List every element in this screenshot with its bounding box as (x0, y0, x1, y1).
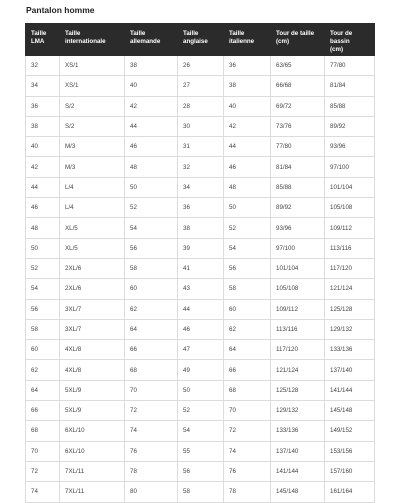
table-cell: 4XL/8 (60, 360, 125, 380)
table-cell: 69/72 (271, 96, 325, 116)
table-cell: XS/1 (60, 76, 125, 96)
table-cell: 38 (178, 218, 224, 238)
table-cell: 40 (26, 137, 60, 157)
table-cell: 46 (224, 157, 271, 177)
column-header-line: Taille (31, 30, 47, 37)
table-cell: 52 (125, 198, 178, 218)
table-cell: 93/96 (271, 218, 325, 238)
table-cell: 64 (26, 380, 60, 400)
table-cell: 72 (224, 421, 271, 441)
table-cell: 40 (224, 96, 271, 116)
table-cell: 74 (26, 482, 60, 502)
table-cell: 48 (26, 218, 60, 238)
table-cell: M/3 (60, 137, 125, 157)
table-cell: 97/100 (325, 157, 375, 177)
table-cell: 50 (26, 238, 60, 258)
table-cell: 40 (125, 76, 178, 96)
table-cell: 36 (224, 56, 271, 76)
table-cell: 153/156 (325, 441, 375, 461)
table-cell: 7XL/11 (60, 482, 125, 502)
table-cell: 117/120 (271, 340, 325, 360)
table-cell: 113/116 (325, 238, 375, 258)
table-row (26, 299, 375, 319)
table-row (26, 401, 375, 421)
table-cell: 28 (178, 96, 224, 116)
table-cell: 44 (125, 116, 178, 136)
table-cell: L/4 (60, 198, 125, 218)
table-cell: XL/5 (60, 238, 125, 258)
table-cell: 109/112 (325, 218, 375, 238)
table-row (26, 258, 375, 278)
table-cell: 52 (26, 258, 60, 278)
table-cell: 6XL/10 (60, 441, 125, 461)
table-cell: 36 (26, 96, 60, 116)
table-cell: 56 (224, 258, 271, 278)
table-cell: 93/96 (325, 137, 375, 157)
table-cell: 141/144 (325, 380, 375, 400)
table-cell: 44 (26, 177, 60, 197)
table-cell: 58 (178, 482, 224, 502)
page-title: Pantalon homme (26, 5, 95, 15)
table-cell: 54 (125, 218, 178, 238)
table-body (26, 56, 375, 503)
table-cell: 49 (178, 360, 224, 380)
table-cell: 133/136 (325, 340, 375, 360)
table-cell: 7XL/11 (60, 461, 125, 481)
table-cell: 78 (125, 461, 178, 481)
table-cell: 54 (26, 279, 60, 299)
table-cell: M/3 (60, 157, 125, 177)
table-cell: 3XL/7 (60, 299, 125, 319)
table-cell: 50 (178, 380, 224, 400)
column-header-line: LMA (31, 38, 45, 45)
table-cell: 27 (178, 76, 224, 96)
table-cell: 47 (178, 340, 224, 360)
table-cell: 101/104 (271, 258, 325, 278)
table-cell: 63/65 (271, 56, 325, 76)
column-header-line: Taille (130, 30, 146, 37)
table-cell: 58 (224, 279, 271, 299)
table-cell: 129/132 (325, 319, 375, 339)
table-cell: 105/108 (325, 198, 375, 218)
table-cell: 46 (178, 319, 224, 339)
table-cell: 62 (26, 360, 60, 380)
table-cell: 44 (224, 137, 271, 157)
table-cell: 64 (125, 319, 178, 339)
table-row (26, 319, 375, 339)
table-cell: 85/88 (325, 96, 375, 116)
table-cell: 117/120 (325, 258, 375, 278)
table-cell: 56 (26, 299, 60, 319)
table-cell: 46 (125, 137, 178, 157)
table-cell: 32 (26, 56, 60, 76)
column-header-line: internationale (65, 38, 106, 45)
table-cell: 38 (224, 76, 271, 96)
table-row (26, 76, 375, 96)
table-cell: XL/5 (60, 218, 125, 238)
table-cell: 129/132 (271, 401, 325, 421)
column-header-line: Taille (183, 30, 199, 37)
table-cell: 58 (26, 319, 60, 339)
table-row (26, 360, 375, 380)
table-cell: 125/128 (325, 299, 375, 319)
column-header-line: allemande (130, 38, 161, 45)
table-cell: 34 (26, 76, 60, 96)
column-header-line: Tour de bassin (330, 30, 353, 45)
table-cell: 89/92 (325, 116, 375, 136)
table-row (26, 441, 375, 461)
column-header (125, 24, 178, 56)
table-row (26, 279, 375, 299)
table-cell: 6XL/10 (60, 421, 125, 441)
table-cell: 3XL/7 (60, 319, 125, 339)
column-header-line: (cm) (330, 46, 344, 53)
table-cell: 66 (125, 340, 178, 360)
column-header-line: italienne (229, 38, 255, 45)
table-cell: 60 (26, 340, 60, 360)
table-row (26, 482, 375, 502)
table-cell: 125/128 (271, 380, 325, 400)
table-cell: 62 (125, 299, 178, 319)
table-cell: 80 (125, 482, 178, 502)
table-cell: S/2 (60, 116, 125, 136)
table-cell: 41 (178, 258, 224, 278)
table-cell: 50 (224, 198, 271, 218)
table-cell: 77/80 (325, 56, 375, 76)
table-cell: 64 (224, 340, 271, 360)
table-row (26, 421, 375, 441)
table-cell: 42 (125, 96, 178, 116)
table-cell: 42 (26, 157, 60, 177)
table-cell: 66 (224, 360, 271, 380)
table-cell: 5XL/9 (60, 380, 125, 400)
column-header-line: (cm) (276, 38, 290, 45)
table-cell: 55 (178, 441, 224, 461)
table-cell: 44 (178, 299, 224, 319)
column-header-line: Tour de taille (276, 30, 315, 37)
table-cell: 157/160 (325, 461, 375, 481)
table-cell: 137/140 (271, 441, 325, 461)
table-row (26, 238, 375, 258)
table-cell: 68 (26, 421, 60, 441)
table-row (26, 340, 375, 360)
table-cell: 81/84 (271, 157, 325, 177)
table-cell: 121/124 (325, 279, 375, 299)
table-cell: 137/140 (325, 360, 375, 380)
table-cell: 81/84 (325, 76, 375, 96)
table-cell: 56 (178, 461, 224, 481)
table-row (26, 380, 375, 400)
table-cell: 149/152 (325, 421, 375, 441)
table-cell: 105/108 (271, 279, 325, 299)
column-header (26, 24, 60, 56)
table-cell: 121/124 (271, 360, 325, 380)
table-cell: 60 (125, 279, 178, 299)
table-cell: 72 (26, 461, 60, 481)
table-cell: 76 (224, 461, 271, 481)
table-cell: 161/164 (325, 482, 375, 502)
table-cell: 73/76 (271, 116, 325, 136)
table-cell: 70 (125, 380, 178, 400)
table-cell: 56 (125, 238, 178, 258)
table-row (26, 96, 375, 116)
table-cell: 31 (178, 137, 224, 157)
table-cell: 38 (125, 56, 178, 76)
table-cell: 34 (178, 177, 224, 197)
table-cell: 145/148 (271, 482, 325, 502)
column-header-line: anglaise (183, 38, 208, 45)
table-row (26, 137, 375, 157)
table-cell: 66/68 (271, 76, 325, 96)
table-cell: 52 (178, 401, 224, 421)
table-cell: 2XL/6 (60, 279, 125, 299)
table-row (26, 157, 375, 177)
table-cell: 50 (125, 177, 178, 197)
table-cell: 2XL/6 (60, 258, 125, 278)
table-cell: 76 (125, 441, 178, 461)
table-cell: 145/148 (325, 401, 375, 421)
table-cell: 36 (178, 198, 224, 218)
table-cell: S/2 (60, 96, 125, 116)
table-cell: 39 (178, 238, 224, 258)
table-cell: 54 (224, 238, 271, 258)
header-row (26, 24, 375, 56)
column-header (178, 24, 224, 56)
table-cell: 66 (26, 401, 60, 421)
table-cell: 77/80 (271, 137, 325, 157)
table-row (26, 116, 375, 136)
table-cell: 70 (26, 441, 60, 461)
table-cell: 70 (224, 401, 271, 421)
table-row (26, 56, 375, 76)
table-cell: XS/1 (60, 56, 125, 76)
size-table (25, 23, 375, 503)
column-header-line: Taille (229, 30, 245, 37)
column-header (224, 24, 271, 56)
table-cell: 42 (224, 116, 271, 136)
table-cell: 58 (125, 258, 178, 278)
table-cell: 30 (178, 116, 224, 136)
table-cell: 141/144 (271, 461, 325, 481)
table-cell: 113/116 (271, 319, 325, 339)
table-cell: 62 (224, 319, 271, 339)
table-cell: 85/88 (271, 177, 325, 197)
table-cell: 133/136 (271, 421, 325, 441)
table-cell: 89/92 (271, 198, 325, 218)
table-cell: 52 (224, 218, 271, 238)
table-cell: 68 (224, 380, 271, 400)
table-cell: 78 (224, 482, 271, 502)
column-header-line: Taille (65, 30, 81, 37)
column-header (60, 24, 125, 56)
table-cell: 97/100 (271, 238, 325, 258)
table-cell: 68 (125, 360, 178, 380)
table-cell: 38 (26, 116, 60, 136)
table-cell: 46 (26, 198, 60, 218)
table-cell: 4XL/8 (60, 340, 125, 360)
table-cell: 26 (178, 56, 224, 76)
table-cell: L/4 (60, 177, 125, 197)
table-cell: 109/112 (271, 299, 325, 319)
table-row (26, 218, 375, 238)
table-cell: 60 (224, 299, 271, 319)
table-cell: 101/104 (325, 177, 375, 197)
table-cell: 48 (125, 157, 178, 177)
table-row (26, 177, 375, 197)
table-cell: 74 (125, 421, 178, 441)
table-row (26, 461, 375, 481)
column-header (325, 24, 375, 56)
table-row (26, 198, 375, 218)
table-cell: 74 (224, 441, 271, 461)
table-cell: 5XL/9 (60, 401, 125, 421)
table-cell: 32 (178, 157, 224, 177)
table-cell: 43 (178, 279, 224, 299)
table-cell: 54 (178, 421, 224, 441)
column-header (271, 24, 325, 56)
table-cell: 48 (224, 177, 271, 197)
table-cell: 72 (125, 401, 178, 421)
